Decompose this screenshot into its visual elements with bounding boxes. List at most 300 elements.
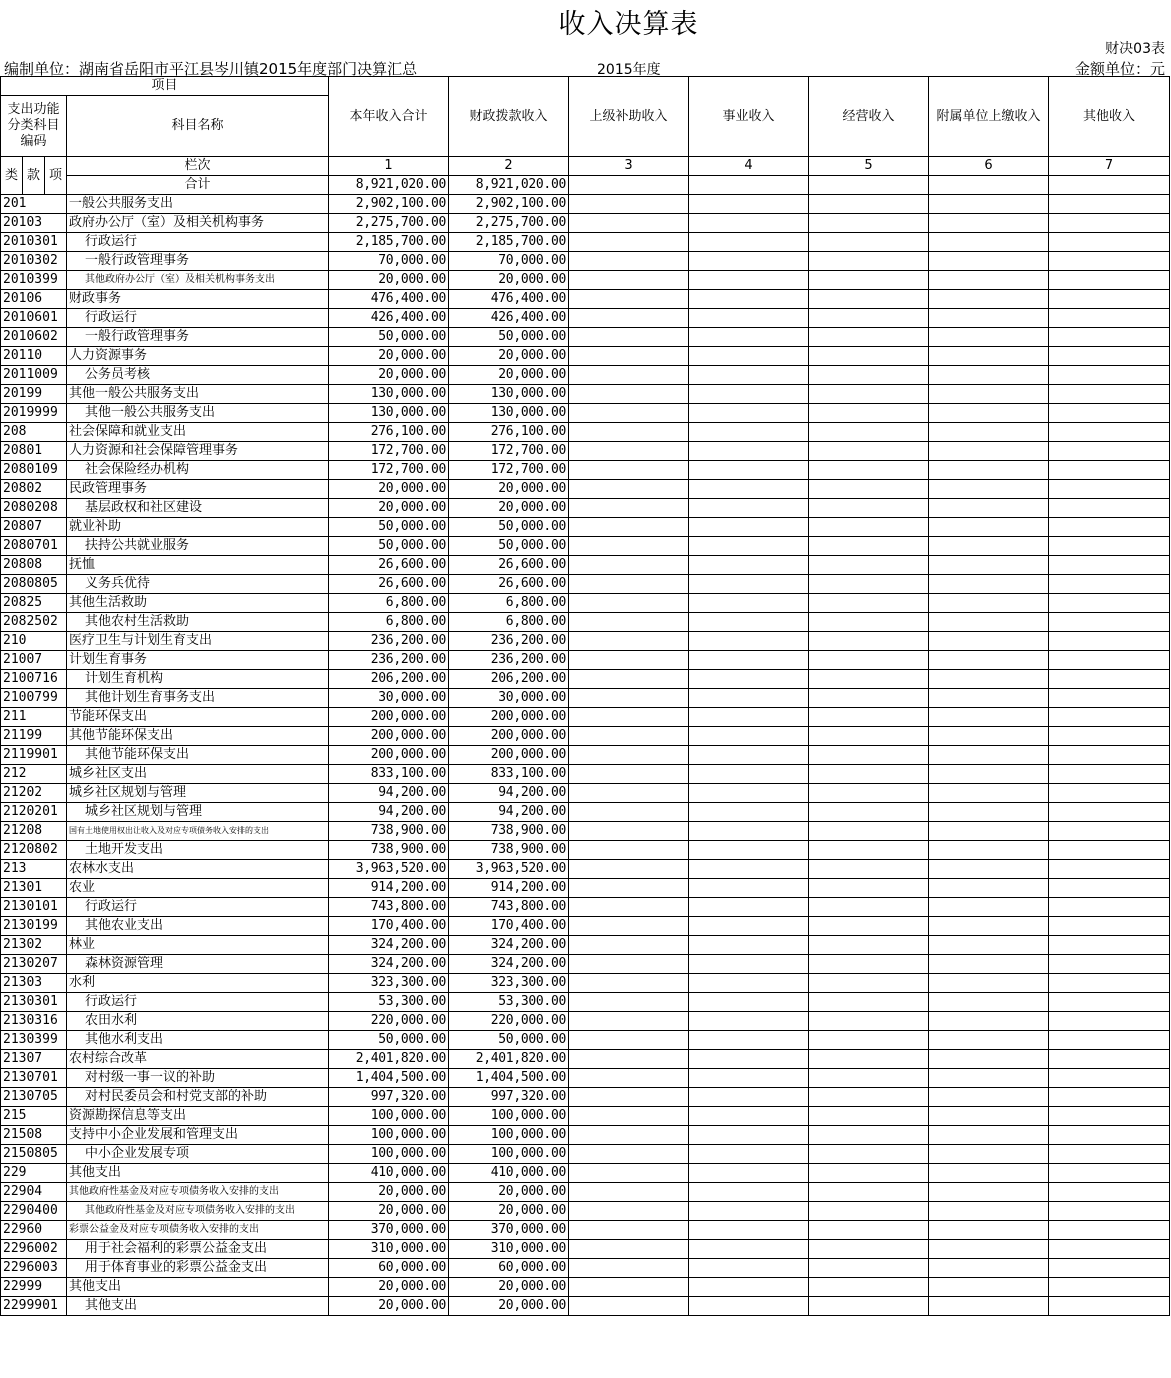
row-empty-cell (689, 689, 809, 708)
row-empty-cell (929, 1107, 1049, 1126)
row-col1: 276,100.00 (329, 423, 449, 442)
row-empty-cell (1049, 575, 1170, 594)
row-empty-cell (569, 879, 689, 898)
table-row (1, 347, 1170, 366)
row-code: 21303 (1, 974, 67, 993)
row-empty-cell (809, 1297, 929, 1316)
row-name: 土地开发支出 (67, 841, 329, 860)
row-col2: 3,963,520.00 (449, 860, 569, 879)
row-code: 229 (1, 1164, 67, 1183)
row-empty-cell (809, 841, 929, 860)
row-code: 2130701 (1, 1069, 67, 1088)
table-row (1, 1088, 1170, 1107)
row-empty-cell (689, 347, 809, 366)
row-empty-cell (689, 575, 809, 594)
row-col1: 50,000.00 (329, 518, 449, 537)
table-row (1, 860, 1170, 879)
table-row (1, 822, 1170, 841)
row-empty-cell (929, 1202, 1049, 1221)
table-row (1, 917, 1170, 936)
row-code: 2130316 (1, 1012, 67, 1031)
row-empty-cell (1049, 974, 1170, 993)
row-empty-cell (809, 632, 929, 651)
row-empty-cell (689, 214, 809, 233)
row-empty-cell (929, 746, 1049, 765)
row-code: 201 (1, 195, 67, 214)
row-empty-cell (569, 1183, 689, 1202)
row-empty-cell (569, 936, 689, 955)
row-col1: 200,000.00 (329, 727, 449, 746)
row-code: 2130199 (1, 917, 67, 936)
row-empty-cell (689, 613, 809, 632)
row-empty-cell (569, 195, 689, 214)
row-empty-cell (569, 233, 689, 252)
row-empty-cell (809, 708, 929, 727)
row-col2: 738,900.00 (449, 822, 569, 841)
row-empty-cell (569, 1107, 689, 1126)
row-code: 2130399 (1, 1031, 67, 1050)
row-empty-cell (569, 689, 689, 708)
row-col2: 276,100.00 (449, 423, 569, 442)
row-name: 森林资源管理 (67, 955, 329, 974)
row-code: 20199 (1, 385, 67, 404)
row-empty-cell (689, 404, 809, 423)
row-empty-cell (929, 195, 1049, 214)
row-col2: 324,200.00 (449, 955, 569, 974)
row-col1: 738,900.00 (329, 841, 449, 860)
row-empty-cell (929, 1126, 1049, 1145)
row-empty-cell (929, 1297, 1049, 1316)
row-col2: 60,000.00 (449, 1259, 569, 1278)
row-col2: 324,200.00 (449, 936, 569, 955)
row-name: 人力资源和社会保障管理事务 (67, 442, 329, 461)
row-empty-cell (569, 1164, 689, 1183)
row-empty-cell (929, 556, 1049, 575)
row-empty-cell (929, 993, 1049, 1012)
form-number: 财决03表 (1105, 41, 1165, 57)
row-empty-cell (569, 1297, 689, 1316)
table-row (1, 727, 1170, 746)
row-empty-cell (809, 328, 929, 347)
row-empty-cell (809, 594, 929, 613)
row-col1: 170,400.00 (329, 917, 449, 936)
row-empty-cell (809, 404, 929, 423)
row-empty-cell (689, 803, 809, 822)
row-empty-cell (689, 708, 809, 727)
income-table (0, 76, 1170, 1316)
row-col1: 997,320.00 (329, 1088, 449, 1107)
row-empty-cell (929, 290, 1049, 309)
row-empty-cell (929, 936, 1049, 955)
row-empty-cell (569, 1221, 689, 1240)
row-empty-cell (929, 727, 1049, 746)
row-col2: 130,000.00 (449, 385, 569, 404)
row-empty-cell (809, 879, 929, 898)
row-col1: 130,000.00 (329, 404, 449, 423)
col-number-4: 4 (689, 157, 809, 176)
row-name: 其他水利支出 (67, 1031, 329, 1050)
row-empty-cell (1049, 328, 1170, 347)
table-row (1, 423, 1170, 442)
row-empty-cell (689, 917, 809, 936)
row-empty-cell (1049, 803, 1170, 822)
row-col2: 20,000.00 (449, 347, 569, 366)
row-code: 20807 (1, 518, 67, 537)
row-empty-cell (809, 537, 929, 556)
table-row (1, 252, 1170, 271)
row-empty-cell (689, 898, 809, 917)
row-empty-cell (569, 423, 689, 442)
table-row (1, 271, 1170, 290)
row-empty-cell (929, 632, 1049, 651)
row-name: 农村综合改革 (67, 1050, 329, 1069)
row-name: 社会保障和就业支出 (67, 423, 329, 442)
row-empty-cell (809, 347, 929, 366)
row-col1: 94,200.00 (329, 784, 449, 803)
row-empty-cell (809, 1259, 929, 1278)
col-number-7: 7 (1049, 157, 1170, 176)
row-empty-cell (689, 727, 809, 746)
row-empty-cell (929, 518, 1049, 537)
row-col2: 220,000.00 (449, 1012, 569, 1031)
row-empty-cell (569, 214, 689, 233)
row-col2: 323,300.00 (449, 974, 569, 993)
row-name: 其他计划生育事务支出 (67, 689, 329, 708)
row-empty-cell (809, 1240, 929, 1259)
row-empty-cell (809, 746, 929, 765)
row-empty-cell (809, 575, 929, 594)
row-col1: 20,000.00 (329, 347, 449, 366)
row-empty-cell (569, 1069, 689, 1088)
row-empty-cell (569, 746, 689, 765)
row-empty-cell (809, 955, 929, 974)
table-row (1, 290, 1170, 309)
row-empty-cell (569, 347, 689, 366)
row-name: 资源勘探信息等支出 (67, 1107, 329, 1126)
row-empty-cell (929, 423, 1049, 442)
row-empty-cell (929, 765, 1049, 784)
row-name: 一般公共服务支出 (67, 195, 329, 214)
row-empty-cell (689, 195, 809, 214)
row-name: 抚恤 (67, 556, 329, 575)
row-name: 农田水利 (67, 1012, 329, 1031)
row-empty-cell (689, 955, 809, 974)
row-name: 对村民委员会和村党支部的补助 (67, 1088, 329, 1107)
row-col2: 20,000.00 (449, 366, 569, 385)
row-col2: 100,000.00 (449, 1126, 569, 1145)
table-row (1, 1126, 1170, 1145)
table-row (1, 651, 1170, 670)
row-empty-cell (809, 670, 929, 689)
row-empty-cell (809, 993, 929, 1012)
name-header: 科目名称 (67, 96, 329, 157)
row-name: 计划生育事务 (67, 651, 329, 670)
row-col2: 50,000.00 (449, 518, 569, 537)
total-col1: 8,921,020.00 (329, 176, 449, 195)
row-empty-cell (809, 822, 929, 841)
row-empty-cell (929, 404, 1049, 423)
row-empty-cell (809, 765, 929, 784)
table-row (1, 518, 1170, 537)
row-empty-cell (1049, 860, 1170, 879)
row-col1: 30,000.00 (329, 689, 449, 708)
row-name: 其他生活救助 (67, 594, 329, 613)
row-empty-cell (569, 404, 689, 423)
row-empty-cell (809, 613, 929, 632)
row-empty-cell (569, 385, 689, 404)
row-empty-cell (689, 632, 809, 651)
table-row (1, 1221, 1170, 1240)
row-empty-cell (809, 195, 929, 214)
row-name: 就业补助 (67, 518, 329, 537)
row-code: 21007 (1, 651, 67, 670)
row-empty-cell (1049, 1202, 1170, 1221)
table-row (1, 480, 1170, 499)
table-row (1, 442, 1170, 461)
row-empty-cell (569, 1240, 689, 1259)
row-empty-cell (689, 233, 809, 252)
table-row (1, 594, 1170, 613)
row-empty-cell (1049, 499, 1170, 518)
row-col2: 94,200.00 (449, 784, 569, 803)
row-empty-cell (929, 689, 1049, 708)
row-empty-cell (1049, 271, 1170, 290)
table-row (1, 746, 1170, 765)
row-empty-cell (929, 1069, 1049, 1088)
table-row (1, 898, 1170, 917)
row-empty-cell (569, 1126, 689, 1145)
row-code: 2100716 (1, 670, 67, 689)
table-row (1, 366, 1170, 385)
row-empty-cell (809, 252, 929, 271)
row-empty-cell (929, 1240, 1049, 1259)
row-empty-cell (1049, 214, 1170, 233)
row-empty-cell (809, 1145, 929, 1164)
row-empty-cell (929, 233, 1049, 252)
row-col2: 50,000.00 (449, 328, 569, 347)
row-empty-cell (1049, 1221, 1170, 1240)
row-empty-cell (689, 1126, 809, 1145)
row-col1: 220,000.00 (329, 1012, 449, 1031)
row-col1: 200,000.00 (329, 708, 449, 727)
row-empty-cell (1049, 689, 1170, 708)
row-empty-cell (929, 860, 1049, 879)
row-col2: 6,800.00 (449, 613, 569, 632)
row-empty-cell (1049, 1164, 1170, 1183)
row-empty-cell (689, 309, 809, 328)
row-empty-cell (1049, 898, 1170, 917)
row-code: 2080208 (1, 499, 67, 518)
row-empty-cell (1049, 290, 1170, 309)
row-empty-cell (929, 499, 1049, 518)
row-empty-cell (929, 537, 1049, 556)
row-empty-cell (1049, 841, 1170, 860)
row-empty-cell (569, 499, 689, 518)
row-code: 21202 (1, 784, 67, 803)
row-empty-cell (1049, 518, 1170, 537)
row-col1: 50,000.00 (329, 537, 449, 556)
row-code: 2080109 (1, 461, 67, 480)
row-empty-cell (809, 1012, 929, 1031)
row-empty-cell (1049, 1145, 1170, 1164)
total-col2: 8,921,020.00 (449, 176, 569, 195)
col-header-fiscal: 财政拨款收入 (449, 77, 569, 157)
table-row (1, 1145, 1170, 1164)
row-empty-cell (809, 1069, 929, 1088)
row-col2: 200,000.00 (449, 708, 569, 727)
row-col2: 20,000.00 (449, 480, 569, 499)
col-header-superior: 上级补助收入 (569, 77, 689, 157)
row-name: 基层政权和社区建设 (67, 499, 329, 518)
table-row (1, 575, 1170, 594)
row-col1: 2,185,700.00 (329, 233, 449, 252)
kuan-header: 款 (23, 157, 45, 195)
row-code: 20802 (1, 480, 67, 499)
row-empty-cell (809, 1088, 929, 1107)
row-empty-cell (689, 1259, 809, 1278)
row-col2: 130,000.00 (449, 404, 569, 423)
row-col1: 3,963,520.00 (329, 860, 449, 879)
row-empty-cell (569, 1031, 689, 1050)
row-name: 其他农业支出 (67, 917, 329, 936)
row-empty-cell (1049, 1297, 1170, 1316)
row-code: 2130101 (1, 898, 67, 917)
row-name: 节能环保支出 (67, 708, 329, 727)
table-row (1, 765, 1170, 784)
row-name: 农业 (67, 879, 329, 898)
row-code: 2290400 (1, 1202, 67, 1221)
row-empty-cell (809, 784, 929, 803)
row-code: 2019999 (1, 404, 67, 423)
table-row (1, 1278, 1170, 1297)
row-col2: 426,400.00 (449, 309, 569, 328)
row-empty-cell (689, 480, 809, 499)
row-col1: 20,000.00 (329, 1202, 449, 1221)
row-name: 水利 (67, 974, 329, 993)
row-code: 22904 (1, 1183, 67, 1202)
row-empty-cell (929, 385, 1049, 404)
row-col2: 236,200.00 (449, 651, 569, 670)
row-name: 其他节能环保支出 (67, 727, 329, 746)
row-empty-cell (1049, 727, 1170, 746)
row-empty-cell (689, 1145, 809, 1164)
row-empty-cell (689, 423, 809, 442)
row-name: 行政运行 (67, 993, 329, 1012)
row-code: 2130207 (1, 955, 67, 974)
row-empty-cell (569, 309, 689, 328)
row-empty-cell (809, 1278, 929, 1297)
row-code: 2120802 (1, 841, 67, 860)
row-empty-cell (1049, 1183, 1170, 1202)
row-empty-cell (569, 974, 689, 993)
row-empty-cell (569, 518, 689, 537)
row-code: 2296002 (1, 1240, 67, 1259)
row-empty-cell (569, 822, 689, 841)
row-empty-cell (1049, 1259, 1170, 1278)
project-header: 项目 (1, 77, 329, 96)
table-row (1, 1164, 1170, 1183)
row-col1: 20,000.00 (329, 1183, 449, 1202)
row-empty-cell (689, 1107, 809, 1126)
row-col1: 370,000.00 (329, 1221, 449, 1240)
row-col2: 94,200.00 (449, 803, 569, 822)
row-empty-cell (569, 1088, 689, 1107)
row-code: 208 (1, 423, 67, 442)
row-col2: 236,200.00 (449, 632, 569, 651)
row-empty-cell (809, 214, 929, 233)
row-col2: 20,000.00 (449, 499, 569, 518)
row-empty-cell (809, 309, 929, 328)
table-row (1, 613, 1170, 632)
row-code: 2010602 (1, 328, 67, 347)
row-col2: 50,000.00 (449, 537, 569, 556)
row-col1: 914,200.00 (329, 879, 449, 898)
row-empty-cell (689, 974, 809, 993)
table-row (1, 879, 1170, 898)
row-empty-cell (1049, 366, 1170, 385)
row-col1: 20,000.00 (329, 499, 449, 518)
row-name: 医疗卫生与计划生育支出 (67, 632, 329, 651)
row-code: 20110 (1, 347, 67, 366)
row-code: 21307 (1, 1050, 67, 1069)
row-empty-cell (809, 480, 929, 499)
report-year: 2015年度 (597, 62, 661, 78)
row-empty-cell (929, 1183, 1049, 1202)
row-empty-cell (569, 651, 689, 670)
row-empty-cell (1049, 784, 1170, 803)
row-empty-cell (809, 290, 929, 309)
row-col2: 26,600.00 (449, 556, 569, 575)
row-empty-cell (689, 784, 809, 803)
row-name: 用于体育事业的彩票公益金支出 (67, 1259, 329, 1278)
header-row-1 (1, 77, 1170, 96)
row-code: 21508 (1, 1126, 67, 1145)
row-empty-cell (809, 917, 929, 936)
row-code: 213 (1, 860, 67, 879)
row-empty-cell (809, 1202, 929, 1221)
row-col1: 1,404,500.00 (329, 1069, 449, 1088)
row-empty-cell (809, 442, 929, 461)
row-code: 211 (1, 708, 67, 727)
row-col2: 743,800.00 (449, 898, 569, 917)
table-row (1, 404, 1170, 423)
row-empty-cell (569, 898, 689, 917)
row-name: 行政运行 (67, 898, 329, 917)
row-name: 其他支出 (67, 1297, 329, 1316)
total-row (1, 176, 1170, 195)
row-empty-cell (1049, 347, 1170, 366)
row-empty-cell (689, 366, 809, 385)
row-col2: 50,000.00 (449, 1031, 569, 1050)
amount-unit: 金额单位：元 (1074, 60, 1165, 78)
row-col1: 26,600.00 (329, 575, 449, 594)
row-empty-cell (809, 727, 929, 746)
col-number-6: 6 (929, 157, 1049, 176)
table-row (1, 537, 1170, 556)
table-row (1, 461, 1170, 480)
col-number-3: 3 (569, 157, 689, 176)
row-col2: 200,000.00 (449, 727, 569, 746)
row-empty-cell (689, 328, 809, 347)
row-col1: 20,000.00 (329, 366, 449, 385)
table-row (1, 974, 1170, 993)
table-row (1, 1297, 1170, 1316)
row-col2: 170,400.00 (449, 917, 569, 936)
row-col1: 410,000.00 (329, 1164, 449, 1183)
col-number-1: 1 (329, 157, 449, 176)
row-name: 城乡社区规划与管理 (67, 803, 329, 822)
row-empty-cell (929, 974, 1049, 993)
